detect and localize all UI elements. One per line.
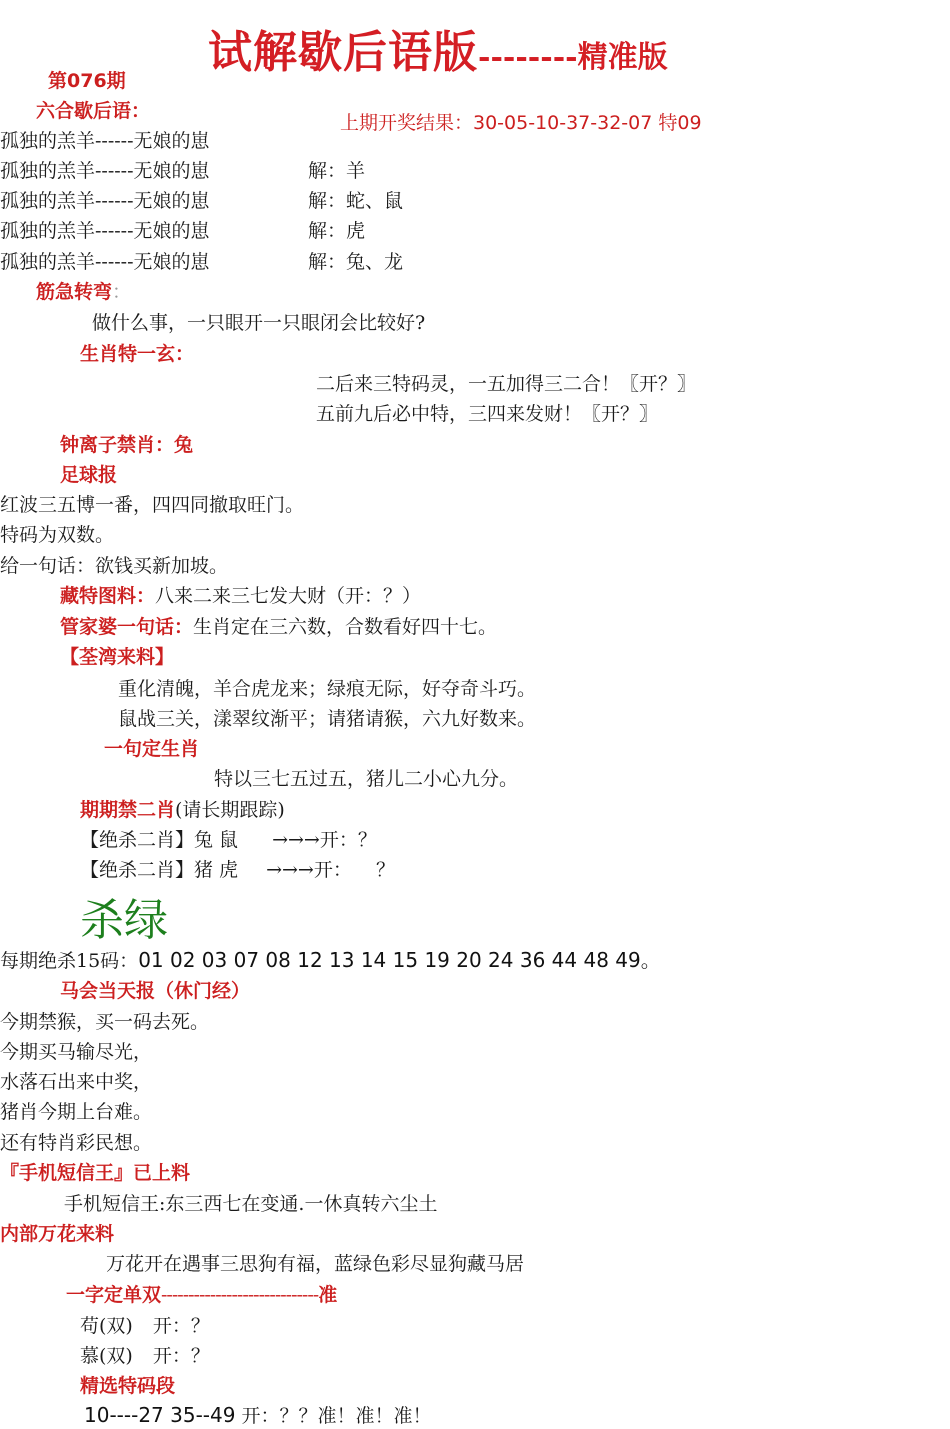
- mahui-line: 今期买马输尽光，: [0, 1041, 153, 1063]
- jinji-text: 做什么事，一只眼开一只眼闭会比较好?: [92, 312, 426, 334]
- cangte-line: [60, 581, 421, 608]
- liuhe-heading: 六合歇后语：: [36, 100, 151, 122]
- mahui-line: 猪肖今期上台难。: [0, 1101, 153, 1123]
- jinji-colon: ：: [112, 281, 132, 303]
- yiju-heading: 一句定生肖: [104, 738, 200, 760]
- liuhe-line: 孤独的羔羊------无娘的崽: [0, 160, 210, 182]
- qiqi-animals: 猪 虎: [194, 859, 239, 881]
- yizi-char: 慕(双): [80, 1345, 133, 1367]
- cangte-text: 八来二来三七发大财（开：？）: [155, 585, 422, 607]
- yizi-title: 一字定单双: [66, 1284, 162, 1306]
- title-dashes: --------: [478, 40, 578, 75]
- jueshao-line: [0, 944, 661, 973]
- yizi-char: 苟(双): [80, 1315, 133, 1337]
- shalv-heading: 杀绿: [80, 895, 168, 946]
- cangte-label: 藏特图料：: [60, 585, 156, 607]
- shengxiao-line: 二后来三特码灵，一五加得三二合！〖开？〗: [316, 373, 697, 395]
- jueshao-label: 每期绝杀15码：: [0, 950, 139, 972]
- wanhua-heading: 内部万花来料: [0, 1223, 115, 1245]
- liuhe-jie: 解：蛇、鼠: [308, 190, 404, 212]
- qiqi-sub: (请长期跟踪): [175, 799, 285, 821]
- qiqi-label: 【绝杀二肖】: [80, 829, 195, 851]
- jinji-title: 筋急转弯: [36, 281, 113, 303]
- arrow-icon: →→→: [266, 859, 314, 881]
- qiqi-kai: 开：？: [319, 829, 377, 851]
- yizi-kai: 开：？: [152, 1315, 210, 1337]
- shengxiao-heading: 生肖特一玄：: [80, 343, 195, 365]
- liuhe-line: 孤独的羔羊------无娘的崽: [0, 130, 210, 152]
- yizi-zhun: 准: [318, 1284, 338, 1306]
- arrow-icon: →→→: [272, 829, 320, 851]
- liuhe-jie: 解：羊: [308, 160, 366, 182]
- last-result: 上期开奖结果：30-05-10-37-32-07 特09: [340, 112, 702, 134]
- yizi-kai: 开：？: [152, 1345, 210, 1367]
- yizi-heading: [66, 1280, 337, 1307]
- zuqiu-line: 红波三五博一番，四四同撤取旺门。: [0, 494, 305, 516]
- jingxuan-tail: 开：？？准！准！准！: [235, 1405, 432, 1427]
- qiqi-label: 【绝杀二肖】: [80, 859, 195, 881]
- zuqiu-line: 给一句话：欲钱买新加坡。: [0, 555, 229, 577]
- liuhe-line: 孤独的羔羊------无娘的崽: [0, 220, 210, 242]
- mahui-line: 水落石出来中奖，: [0, 1071, 153, 1093]
- guanjia-label: 管家婆一句话：: [60, 616, 194, 638]
- quanwan-line: 鼠战三关，漾翠纹渐平；请猪请猴，六九好数来。: [118, 708, 537, 730]
- zuqiu-heading: 足球报: [60, 464, 118, 486]
- yizi-dashes: -----------------------------: [161, 1284, 319, 1306]
- zhongli-line: 钟离子禁肖：兔: [60, 434, 194, 456]
- qiqi-animals: 兔 鼠: [194, 829, 239, 851]
- qiqi-title: 期期禁二肖: [80, 799, 176, 821]
- jingxuan-line: [84, 1401, 432, 1428]
- quanwan-line: 重化清魄，羊合虎龙来；绿痕无际，好夺奇斗巧。: [118, 678, 537, 700]
- yizi-row: [80, 1311, 210, 1338]
- qiqi-row: [80, 825, 377, 852]
- yiju-text: 特以三七五过五，猪儿二小心九分。: [214, 768, 519, 790]
- zuqiu-line: 特码为双数。: [0, 524, 115, 546]
- yizi-row: [80, 1341, 210, 1368]
- wanhua-text: 万花开在遇事三思狗有福，蓝绿色彩尽显狗藏马居: [106, 1253, 525, 1275]
- liuhe-line: 孤独的羔羊------无娘的崽: [0, 251, 210, 273]
- liuhe-jie: 解：兔、龙: [308, 251, 404, 273]
- jinji-heading: [36, 277, 131, 304]
- qiqi-kai: 开： ？: [313, 859, 395, 881]
- quanwan-heading: 【荃湾来料】: [60, 646, 175, 668]
- mahui-line: 还有特肖彩民想。: [0, 1132, 153, 1154]
- page-title: [208, 16, 668, 80]
- mahui-heading: 马会当天报（休门经）: [60, 980, 251, 1002]
- jueshao-numbers: 01 02 03 07 08 12 13 14 15 19 20 24 36 44 48 49。: [138, 948, 661, 972]
- jingxuan-range: 10----27 35--49: [84, 1403, 236, 1427]
- guanjia-text: 生肖定在三六数，合数看好四十七。: [193, 616, 498, 638]
- mahui-line: 今期禁猴，买一码去死。: [0, 1011, 210, 1033]
- shengxiao-line: 五前九后必中特，三四来发财！〖开？〗: [316, 403, 659, 425]
- liuhe-line: 孤独的羔羊------无娘的崽: [0, 190, 210, 212]
- title-main: 试解歇后语版: [208, 27, 478, 78]
- shouji-text: 手机短信王:东三西七在变通.一休真转六尘土: [64, 1193, 438, 1215]
- title-suffix: 精准版: [577, 40, 668, 75]
- qiqi-row: [80, 855, 395, 882]
- shouji-heading: 『手机短信王』已上料: [0, 1162, 191, 1184]
- jingxuan-heading: 精选特码段: [80, 1375, 176, 1397]
- qiqi-heading: [80, 795, 285, 822]
- liuhe-jie: 解：虎: [308, 220, 366, 242]
- issue-number: 第076期: [48, 70, 126, 92]
- guanjia-line: [60, 612, 497, 639]
